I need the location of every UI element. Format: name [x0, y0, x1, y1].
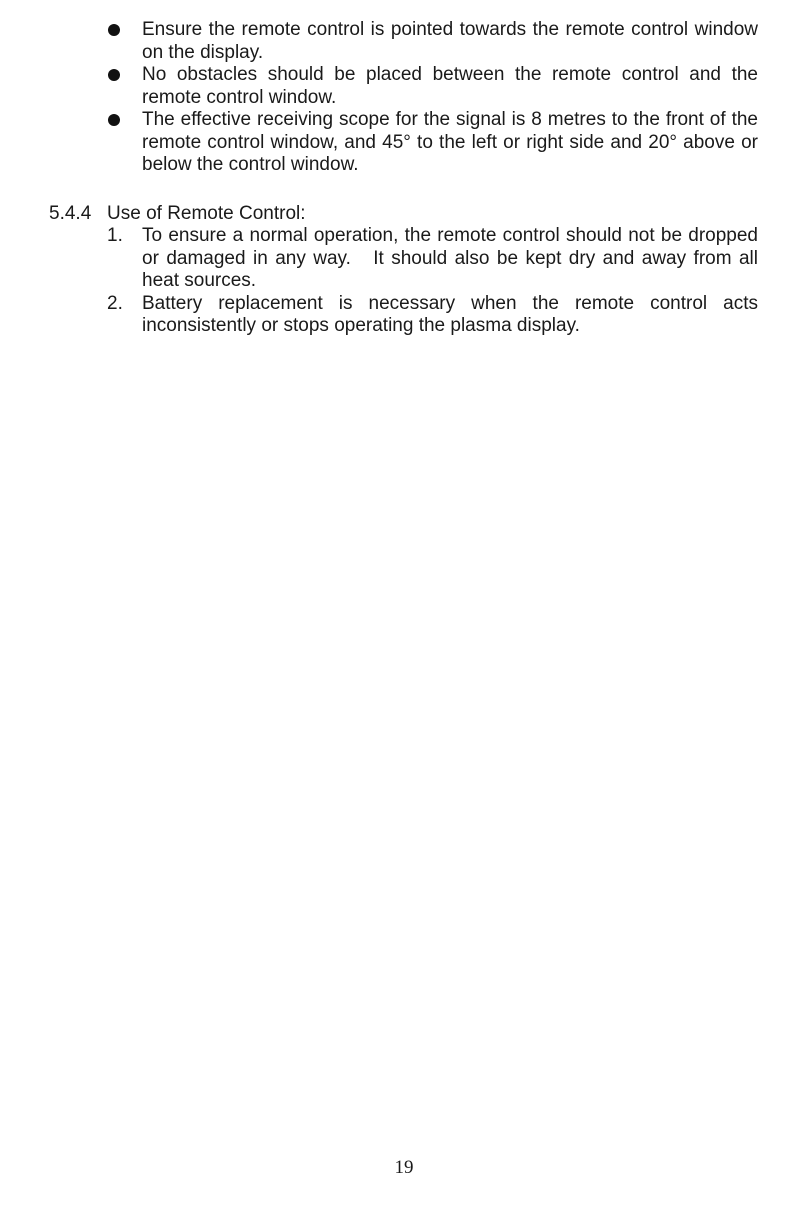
list-item — [0, 293, 758, 338]
bullet-dot-icon — [108, 69, 120, 81]
section-title: Use of Remote Control: — [107, 203, 306, 224]
list-item-text: To ensure a normal operation, the remote control should not be dropped or damaged in any way. It should also be kept dry and away from all heat sources. — [142, 225, 764, 291]
section-heading — [49, 203, 749, 226]
list-item-number: 2. — [107, 292, 123, 314]
bullet-item — [0, 64, 758, 109]
bullet-item — [0, 19, 758, 64]
bullet-dot-icon — [108, 24, 120, 36]
bullet-text: Ensure the remote control is pointed towards the remote control window on the display. — [142, 19, 758, 63]
section-number: 5.4.4 — [49, 203, 92, 224]
list-item-text: Battery replacement is necessary when the remote control acts inconsistently or stops operating the plasma display. — [142, 292, 758, 336]
remote-tips-bullet-list — [0, 19, 808, 177]
bullet-dot-icon — [108, 114, 120, 126]
page-number: 19 — [394, 1157, 414, 1178]
bullet-text: The effective receiving scope for the signal is 8 metres to the front of the remote control window, and 45° to the left or right side and 20° above or below the control window. — [142, 109, 758, 175]
list-item-number: 1. — [107, 225, 123, 246]
list-item — [0, 225, 764, 293]
remote-usage-numbered-list — [0, 225, 808, 338]
bullet-text: No obstacles should be placed between the remote control and the remote control window. — [142, 64, 758, 108]
bullet-item — [0, 109, 758, 177]
